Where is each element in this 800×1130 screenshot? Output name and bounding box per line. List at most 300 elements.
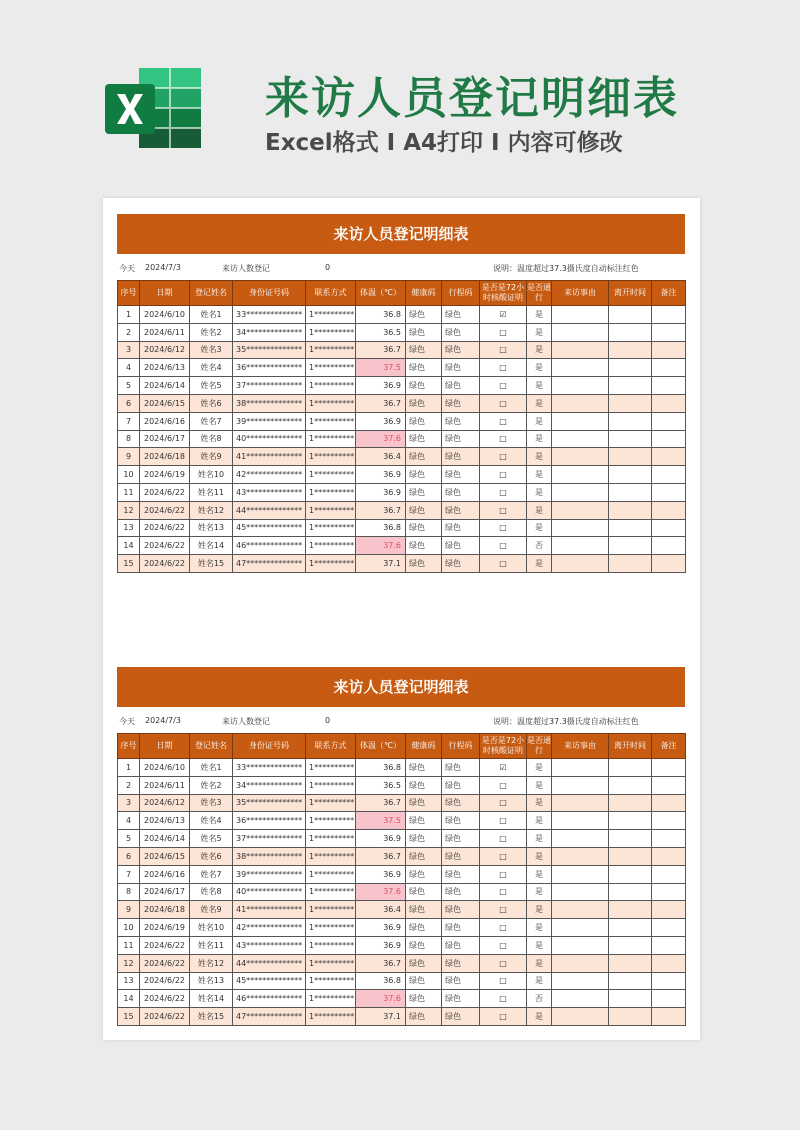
pass-status: 是 bbox=[527, 323, 552, 341]
leave-time[interactable] bbox=[609, 865, 652, 883]
row-number: 7 bbox=[118, 865, 140, 883]
nucleic-test-checkbox[interactable] bbox=[480, 537, 527, 555]
checkbox-icon[interactable]: □ bbox=[499, 923, 507, 933]
remarks[interactable] bbox=[652, 466, 686, 484]
pass-status: 是 bbox=[527, 936, 552, 954]
leave-time[interactable] bbox=[609, 555, 652, 573]
id-number: 36************** bbox=[233, 359, 306, 377]
visit-reason[interactable] bbox=[552, 341, 609, 359]
temperature: 37.1 bbox=[356, 555, 406, 573]
health-code: 绿色 bbox=[406, 919, 442, 937]
table-row bbox=[118, 883, 686, 901]
column-header: 备注 bbox=[652, 281, 686, 306]
nucleic-test-checkbox[interactable] bbox=[480, 377, 527, 395]
pass-status: 是 bbox=[527, 555, 552, 573]
visitor-name: 姓名7 bbox=[190, 865, 233, 883]
temperature: 36.7 bbox=[356, 501, 406, 519]
visit-reason[interactable] bbox=[552, 990, 609, 1008]
checkbox-icon[interactable]: □ bbox=[499, 559, 507, 569]
table-row bbox=[118, 466, 686, 484]
info-row bbox=[117, 254, 685, 280]
column-header: 登记姓名 bbox=[190, 281, 233, 306]
leave-time[interactable] bbox=[609, 936, 652, 954]
remarks[interactable] bbox=[652, 306, 686, 324]
id-number: 33************** bbox=[233, 759, 306, 777]
remarks[interactable] bbox=[652, 1008, 686, 1026]
checkbox-icon[interactable]: □ bbox=[499, 780, 507, 790]
visit-reason[interactable] bbox=[552, 812, 609, 830]
checkbox-icon[interactable]: □ bbox=[499, 452, 507, 462]
nucleic-test-checkbox[interactable] bbox=[480, 972, 527, 990]
column-header: 是否通行 bbox=[527, 281, 552, 306]
visitor-table bbox=[117, 733, 686, 1026]
visit-date: 2024/6/19 bbox=[140, 919, 190, 937]
checkbox-icon[interactable]: □ bbox=[499, 434, 507, 444]
visit-date: 2024/6/13 bbox=[140, 359, 190, 377]
row-number: 13 bbox=[118, 519, 140, 537]
visit-reason[interactable] bbox=[552, 847, 609, 865]
trip-code: 绿色 bbox=[442, 306, 480, 324]
id-number: 34************** bbox=[233, 323, 306, 341]
visit-reason[interactable] bbox=[552, 519, 609, 537]
phone-number: 1********** bbox=[306, 936, 356, 954]
nucleic-test-checkbox[interactable] bbox=[480, 919, 527, 937]
visit-reason[interactable] bbox=[552, 537, 609, 555]
checkbox-icon[interactable]: □ bbox=[499, 851, 507, 861]
leave-time[interactable] bbox=[609, 306, 652, 324]
column-header: 身份证号码 bbox=[233, 734, 306, 759]
leave-time[interactable] bbox=[609, 776, 652, 794]
temperature: 36.8 bbox=[356, 306, 406, 324]
column-header: 身份证号码 bbox=[233, 281, 306, 306]
health-code: 绿色 bbox=[406, 830, 442, 848]
visit-reason[interactable] bbox=[552, 865, 609, 883]
visit-date: 2024/6/17 bbox=[140, 430, 190, 448]
nucleic-test-checkbox[interactable] bbox=[480, 794, 527, 812]
remarks[interactable] bbox=[652, 430, 686, 448]
pass-status: 是 bbox=[527, 448, 552, 466]
phone-number: 1********** bbox=[306, 812, 356, 830]
id-number: 38************** bbox=[233, 847, 306, 865]
leave-time[interactable] bbox=[609, 341, 652, 359]
nucleic-test-checkbox[interactable] bbox=[480, 394, 527, 412]
trip-code: 绿色 bbox=[442, 519, 480, 537]
checkbox-icon[interactable]: □ bbox=[499, 345, 507, 355]
header-row bbox=[118, 734, 686, 759]
remarks[interactable] bbox=[652, 936, 686, 954]
trip-code: 绿色 bbox=[442, 412, 480, 430]
visit-reason[interactable] bbox=[552, 483, 609, 501]
health-code: 绿色 bbox=[406, 341, 442, 359]
nucleic-test-checkbox[interactable] bbox=[480, 519, 527, 537]
remarks[interactable] bbox=[652, 377, 686, 395]
visitor-name: 姓名15 bbox=[190, 1008, 233, 1026]
temperature: 37.5 bbox=[356, 812, 406, 830]
table-row bbox=[118, 359, 686, 377]
remarks[interactable] bbox=[652, 341, 686, 359]
checkbox-icon[interactable]: ☑ bbox=[499, 309, 507, 319]
column-header: 来访事由 bbox=[552, 281, 609, 306]
row-number: 4 bbox=[118, 359, 140, 377]
visit-date: 2024/6/22 bbox=[140, 537, 190, 555]
today-value[interactable]: 2024/7/3 bbox=[145, 263, 181, 272]
id-number: 39************** bbox=[233, 412, 306, 430]
table-row bbox=[118, 537, 686, 555]
visit-reason[interactable] bbox=[552, 323, 609, 341]
remarks[interactable] bbox=[652, 919, 686, 937]
pass-status: 是 bbox=[527, 883, 552, 901]
leave-time[interactable] bbox=[609, 990, 652, 1008]
trip-code: 绿色 bbox=[442, 901, 480, 919]
remarks[interactable] bbox=[652, 972, 686, 990]
checkbox-icon[interactable]: □ bbox=[499, 327, 507, 337]
id-number: 44************** bbox=[233, 501, 306, 519]
remarks[interactable] bbox=[652, 412, 686, 430]
table-row bbox=[118, 776, 686, 794]
nucleic-test-checkbox[interactable] bbox=[480, 865, 527, 883]
visitor-name: 姓名12 bbox=[190, 501, 233, 519]
column-header: 日期 bbox=[140, 734, 190, 759]
id-number: 37************** bbox=[233, 377, 306, 395]
visitor-name: 姓名11 bbox=[190, 936, 233, 954]
health-code: 绿色 bbox=[406, 430, 442, 448]
visit-reason[interactable] bbox=[552, 901, 609, 919]
trip-code: 绿色 bbox=[442, 1008, 480, 1026]
phone-number: 1********** bbox=[306, 1008, 356, 1026]
nucleic-test-checkbox[interactable] bbox=[480, 954, 527, 972]
remarks[interactable] bbox=[652, 759, 686, 777]
visit-reason[interactable] bbox=[552, 776, 609, 794]
leave-time[interactable] bbox=[609, 323, 652, 341]
trip-code: 绿色 bbox=[442, 759, 480, 777]
remarks[interactable] bbox=[652, 501, 686, 519]
visit-reason[interactable] bbox=[552, 412, 609, 430]
nucleic-test-checkbox[interactable] bbox=[480, 759, 527, 777]
phone-number: 1********** bbox=[306, 919, 356, 937]
trip-code: 绿色 bbox=[442, 883, 480, 901]
column-header: 序号 bbox=[118, 281, 140, 306]
pass-status: 是 bbox=[527, 776, 552, 794]
visit-reason[interactable] bbox=[552, 466, 609, 484]
checkbox-icon[interactable]: □ bbox=[499, 798, 507, 808]
leave-time[interactable] bbox=[609, 394, 652, 412]
remarks[interactable] bbox=[652, 990, 686, 1008]
remarks[interactable] bbox=[652, 794, 686, 812]
nucleic-test-checkbox[interactable] bbox=[480, 830, 527, 848]
pass-status: 是 bbox=[527, 341, 552, 359]
visitor-name: 姓名3 bbox=[190, 794, 233, 812]
checkbox-icon[interactable]: □ bbox=[499, 487, 507, 497]
nucleic-test-checkbox[interactable] bbox=[480, 306, 527, 324]
trip-code: 绿色 bbox=[442, 323, 480, 341]
temperature: 36.7 bbox=[356, 341, 406, 359]
leave-time[interactable] bbox=[609, 794, 652, 812]
visitor-name: 姓名13 bbox=[190, 519, 233, 537]
phone-number: 1********** bbox=[306, 430, 356, 448]
remarks[interactable] bbox=[652, 323, 686, 341]
visit-reason[interactable] bbox=[552, 830, 609, 848]
row-number: 12 bbox=[118, 954, 140, 972]
column-header: 体温（℃） bbox=[356, 734, 406, 759]
visit-reason[interactable] bbox=[552, 883, 609, 901]
leave-time[interactable] bbox=[609, 759, 652, 777]
pass-status: 是 bbox=[527, 865, 552, 883]
visitor-count-value[interactable]: 0 bbox=[325, 716, 331, 725]
leave-time[interactable] bbox=[609, 883, 652, 901]
visitor-table bbox=[117, 280, 686, 573]
leave-time[interactable] bbox=[609, 501, 652, 519]
pass-status: 是 bbox=[527, 359, 552, 377]
row-number: 4 bbox=[118, 812, 140, 830]
nucleic-test-checkbox[interactable] bbox=[480, 1008, 527, 1026]
row-number: 13 bbox=[118, 972, 140, 990]
checkbox-icon[interactable]: □ bbox=[499, 834, 507, 844]
sheet-title: 来访人员登记明细表 bbox=[117, 214, 685, 254]
remarks[interactable] bbox=[652, 847, 686, 865]
leave-time[interactable] bbox=[609, 812, 652, 830]
visit-reason[interactable] bbox=[552, 359, 609, 377]
trip-code: 绿色 bbox=[442, 359, 480, 377]
phone-number: 1********** bbox=[306, 341, 356, 359]
checkbox-icon[interactable]: □ bbox=[499, 1012, 507, 1022]
phone-number: 1********** bbox=[306, 394, 356, 412]
temperature: 36.7 bbox=[356, 394, 406, 412]
nucleic-test-checkbox[interactable] bbox=[480, 483, 527, 501]
visit-date: 2024/6/19 bbox=[140, 466, 190, 484]
trip-code: 绿色 bbox=[442, 430, 480, 448]
leave-time[interactable] bbox=[609, 359, 652, 377]
nucleic-test-checkbox[interactable] bbox=[480, 341, 527, 359]
visitor-name: 姓名10 bbox=[190, 466, 233, 484]
remarks[interactable] bbox=[652, 519, 686, 537]
temperature: 36.7 bbox=[356, 847, 406, 865]
remarks[interactable] bbox=[652, 448, 686, 466]
nucleic-test-checkbox[interactable] bbox=[480, 430, 527, 448]
remarks[interactable] bbox=[652, 865, 686, 883]
table-row bbox=[118, 759, 686, 777]
visitor-name: 姓名10 bbox=[190, 919, 233, 937]
row-number: 9 bbox=[118, 901, 140, 919]
visit-reason[interactable] bbox=[552, 954, 609, 972]
leave-time[interactable] bbox=[609, 919, 652, 937]
visitor-name: 姓名3 bbox=[190, 341, 233, 359]
visit-reason[interactable] bbox=[552, 377, 609, 395]
remarks[interactable] bbox=[652, 812, 686, 830]
remarks[interactable] bbox=[652, 901, 686, 919]
row-number: 6 bbox=[118, 394, 140, 412]
visit-date: 2024/6/22 bbox=[140, 501, 190, 519]
nucleic-test-checkbox[interactable] bbox=[480, 359, 527, 377]
visit-date: 2024/6/10 bbox=[140, 306, 190, 324]
checkbox-icon[interactable]: □ bbox=[499, 416, 507, 426]
table-row bbox=[118, 919, 686, 937]
checkbox-icon[interactable]: □ bbox=[499, 816, 507, 826]
remarks[interactable] bbox=[652, 555, 686, 573]
id-number: 44************** bbox=[233, 954, 306, 972]
leave-time[interactable] bbox=[609, 377, 652, 395]
visit-reason[interactable] bbox=[552, 972, 609, 990]
checkbox-icon[interactable]: □ bbox=[499, 541, 507, 551]
remarks[interactable] bbox=[652, 954, 686, 972]
checkbox-icon[interactable]: □ bbox=[499, 887, 507, 897]
nucleic-test-checkbox[interactable] bbox=[480, 990, 527, 1008]
health-code: 绿色 bbox=[406, 501, 442, 519]
health-code: 绿色 bbox=[406, 412, 442, 430]
visitor-name: 姓名4 bbox=[190, 812, 233, 830]
visitor-name: 姓名4 bbox=[190, 359, 233, 377]
visit-date: 2024/6/15 bbox=[140, 394, 190, 412]
column-header: 是否是72小时核酸证明 bbox=[480, 734, 527, 759]
visit-date: 2024/6/14 bbox=[140, 830, 190, 848]
leave-time[interactable] bbox=[609, 830, 652, 848]
nucleic-test-checkbox[interactable] bbox=[480, 776, 527, 794]
visitor-name: 姓名6 bbox=[190, 394, 233, 412]
visit-reason[interactable] bbox=[552, 555, 609, 573]
visit-reason[interactable] bbox=[552, 430, 609, 448]
checkbox-icon[interactable]: □ bbox=[499, 958, 507, 968]
trip-code: 绿色 bbox=[442, 919, 480, 937]
checkbox-icon[interactable]: □ bbox=[499, 976, 507, 986]
leave-time[interactable] bbox=[609, 412, 652, 430]
temperature: 37.6 bbox=[356, 430, 406, 448]
nucleic-test-checkbox[interactable] bbox=[480, 812, 527, 830]
visitor-count-value[interactable]: 0 bbox=[325, 263, 331, 272]
trip-code: 绿色 bbox=[442, 501, 480, 519]
checkbox-icon[interactable]: □ bbox=[499, 381, 507, 391]
visitor-name: 姓名12 bbox=[190, 954, 233, 972]
health-code: 绿色 bbox=[406, 865, 442, 883]
temperature: 36.7 bbox=[356, 954, 406, 972]
id-number: 47************** bbox=[233, 555, 306, 573]
column-header: 备注 bbox=[652, 734, 686, 759]
trip-code: 绿色 bbox=[442, 776, 480, 794]
leave-time[interactable] bbox=[609, 537, 652, 555]
id-number: 43************** bbox=[233, 483, 306, 501]
remarks[interactable] bbox=[652, 883, 686, 901]
visit-reason[interactable] bbox=[552, 306, 609, 324]
visit-reason[interactable] bbox=[552, 919, 609, 937]
checkbox-icon[interactable]: ☑ bbox=[499, 762, 507, 772]
checkbox-icon[interactable]: □ bbox=[499, 994, 507, 1004]
nucleic-test-checkbox[interactable] bbox=[480, 412, 527, 430]
checkbox-icon[interactable]: □ bbox=[499, 470, 507, 480]
table-row bbox=[118, 555, 686, 573]
visit-date: 2024/6/13 bbox=[140, 812, 190, 830]
phone-number: 1********** bbox=[306, 448, 356, 466]
pass-status: 是 bbox=[527, 972, 552, 990]
leave-time[interactable] bbox=[609, 430, 652, 448]
trip-code: 绿色 bbox=[442, 377, 480, 395]
checkbox-icon[interactable]: □ bbox=[499, 940, 507, 950]
remarks[interactable] bbox=[652, 537, 686, 555]
id-number: 35************** bbox=[233, 341, 306, 359]
nucleic-test-checkbox[interactable] bbox=[480, 901, 527, 919]
visitor-name: 姓名6 bbox=[190, 847, 233, 865]
visit-reason[interactable] bbox=[552, 936, 609, 954]
temperature: 36.9 bbox=[356, 377, 406, 395]
visitor-count-label: 来访人数登记 bbox=[222, 717, 270, 726]
health-code: 绿色 bbox=[406, 448, 442, 466]
nucleic-test-checkbox[interactable] bbox=[480, 555, 527, 573]
temperature: 36.9 bbox=[356, 483, 406, 501]
phone-number: 1********** bbox=[306, 555, 356, 573]
health-code: 绿色 bbox=[406, 794, 442, 812]
leave-time[interactable] bbox=[609, 847, 652, 865]
nucleic-test-checkbox[interactable] bbox=[480, 466, 527, 484]
visit-reason[interactable] bbox=[552, 794, 609, 812]
trip-code: 绿色 bbox=[442, 483, 480, 501]
visit-reason[interactable] bbox=[552, 759, 609, 777]
visitor-name: 姓名9 bbox=[190, 448, 233, 466]
checkbox-icon[interactable]: □ bbox=[499, 363, 507, 373]
visit-reason[interactable] bbox=[552, 394, 609, 412]
trip-code: 绿色 bbox=[442, 341, 480, 359]
checkbox-icon[interactable]: □ bbox=[499, 869, 507, 879]
nucleic-test-checkbox[interactable] bbox=[480, 936, 527, 954]
nucleic-test-checkbox[interactable] bbox=[480, 501, 527, 519]
checkbox-icon[interactable]: □ bbox=[499, 505, 507, 515]
nucleic-test-checkbox[interactable] bbox=[480, 883, 527, 901]
leave-time[interactable] bbox=[609, 972, 652, 990]
leave-time[interactable] bbox=[609, 1008, 652, 1026]
id-number: 40************** bbox=[233, 883, 306, 901]
leave-time[interactable] bbox=[609, 448, 652, 466]
nucleic-test-checkbox[interactable] bbox=[480, 323, 527, 341]
table-row bbox=[118, 954, 686, 972]
phone-number: 1********** bbox=[306, 901, 356, 919]
row-number: 10 bbox=[118, 466, 140, 484]
visit-date: 2024/6/12 bbox=[140, 794, 190, 812]
table-row bbox=[118, 936, 686, 954]
leave-time[interactable] bbox=[609, 954, 652, 972]
id-number: 41************** bbox=[233, 448, 306, 466]
leave-time[interactable] bbox=[609, 519, 652, 537]
column-header: 离开时间 bbox=[609, 734, 652, 759]
row-number: 12 bbox=[118, 501, 140, 519]
pass-status: 是 bbox=[527, 394, 552, 412]
nucleic-test-checkbox[interactable] bbox=[480, 847, 527, 865]
trip-code: 绿色 bbox=[442, 972, 480, 990]
pass-status: 是 bbox=[527, 519, 552, 537]
table-row bbox=[118, 483, 686, 501]
remarks[interactable] bbox=[652, 359, 686, 377]
leave-time[interactable] bbox=[609, 466, 652, 484]
row-number: 8 bbox=[118, 883, 140, 901]
visit-date: 2024/6/18 bbox=[140, 901, 190, 919]
nucleic-test-checkbox[interactable] bbox=[480, 448, 527, 466]
remarks[interactable] bbox=[652, 483, 686, 501]
health-code: 绿色 bbox=[406, 1008, 442, 1026]
remarks[interactable] bbox=[652, 394, 686, 412]
leave-time[interactable] bbox=[609, 483, 652, 501]
visit-reason[interactable] bbox=[552, 448, 609, 466]
remarks[interactable] bbox=[652, 776, 686, 794]
column-header: 日期 bbox=[140, 281, 190, 306]
checkbox-icon[interactable]: □ bbox=[499, 905, 507, 915]
id-number: 38************** bbox=[233, 394, 306, 412]
visitor-name: 姓名2 bbox=[190, 776, 233, 794]
remarks[interactable] bbox=[652, 830, 686, 848]
visit-reason[interactable] bbox=[552, 1008, 609, 1026]
today-value[interactable]: 2024/7/3 bbox=[145, 716, 181, 725]
checkbox-icon[interactable]: □ bbox=[499, 523, 507, 533]
pass-status: 否 bbox=[527, 537, 552, 555]
leave-time[interactable] bbox=[609, 901, 652, 919]
checkbox-icon[interactable]: □ bbox=[499, 398, 507, 408]
health-code: 绿色 bbox=[406, 537, 442, 555]
visit-reason[interactable] bbox=[552, 501, 609, 519]
visitor-name: 姓名15 bbox=[190, 555, 233, 573]
